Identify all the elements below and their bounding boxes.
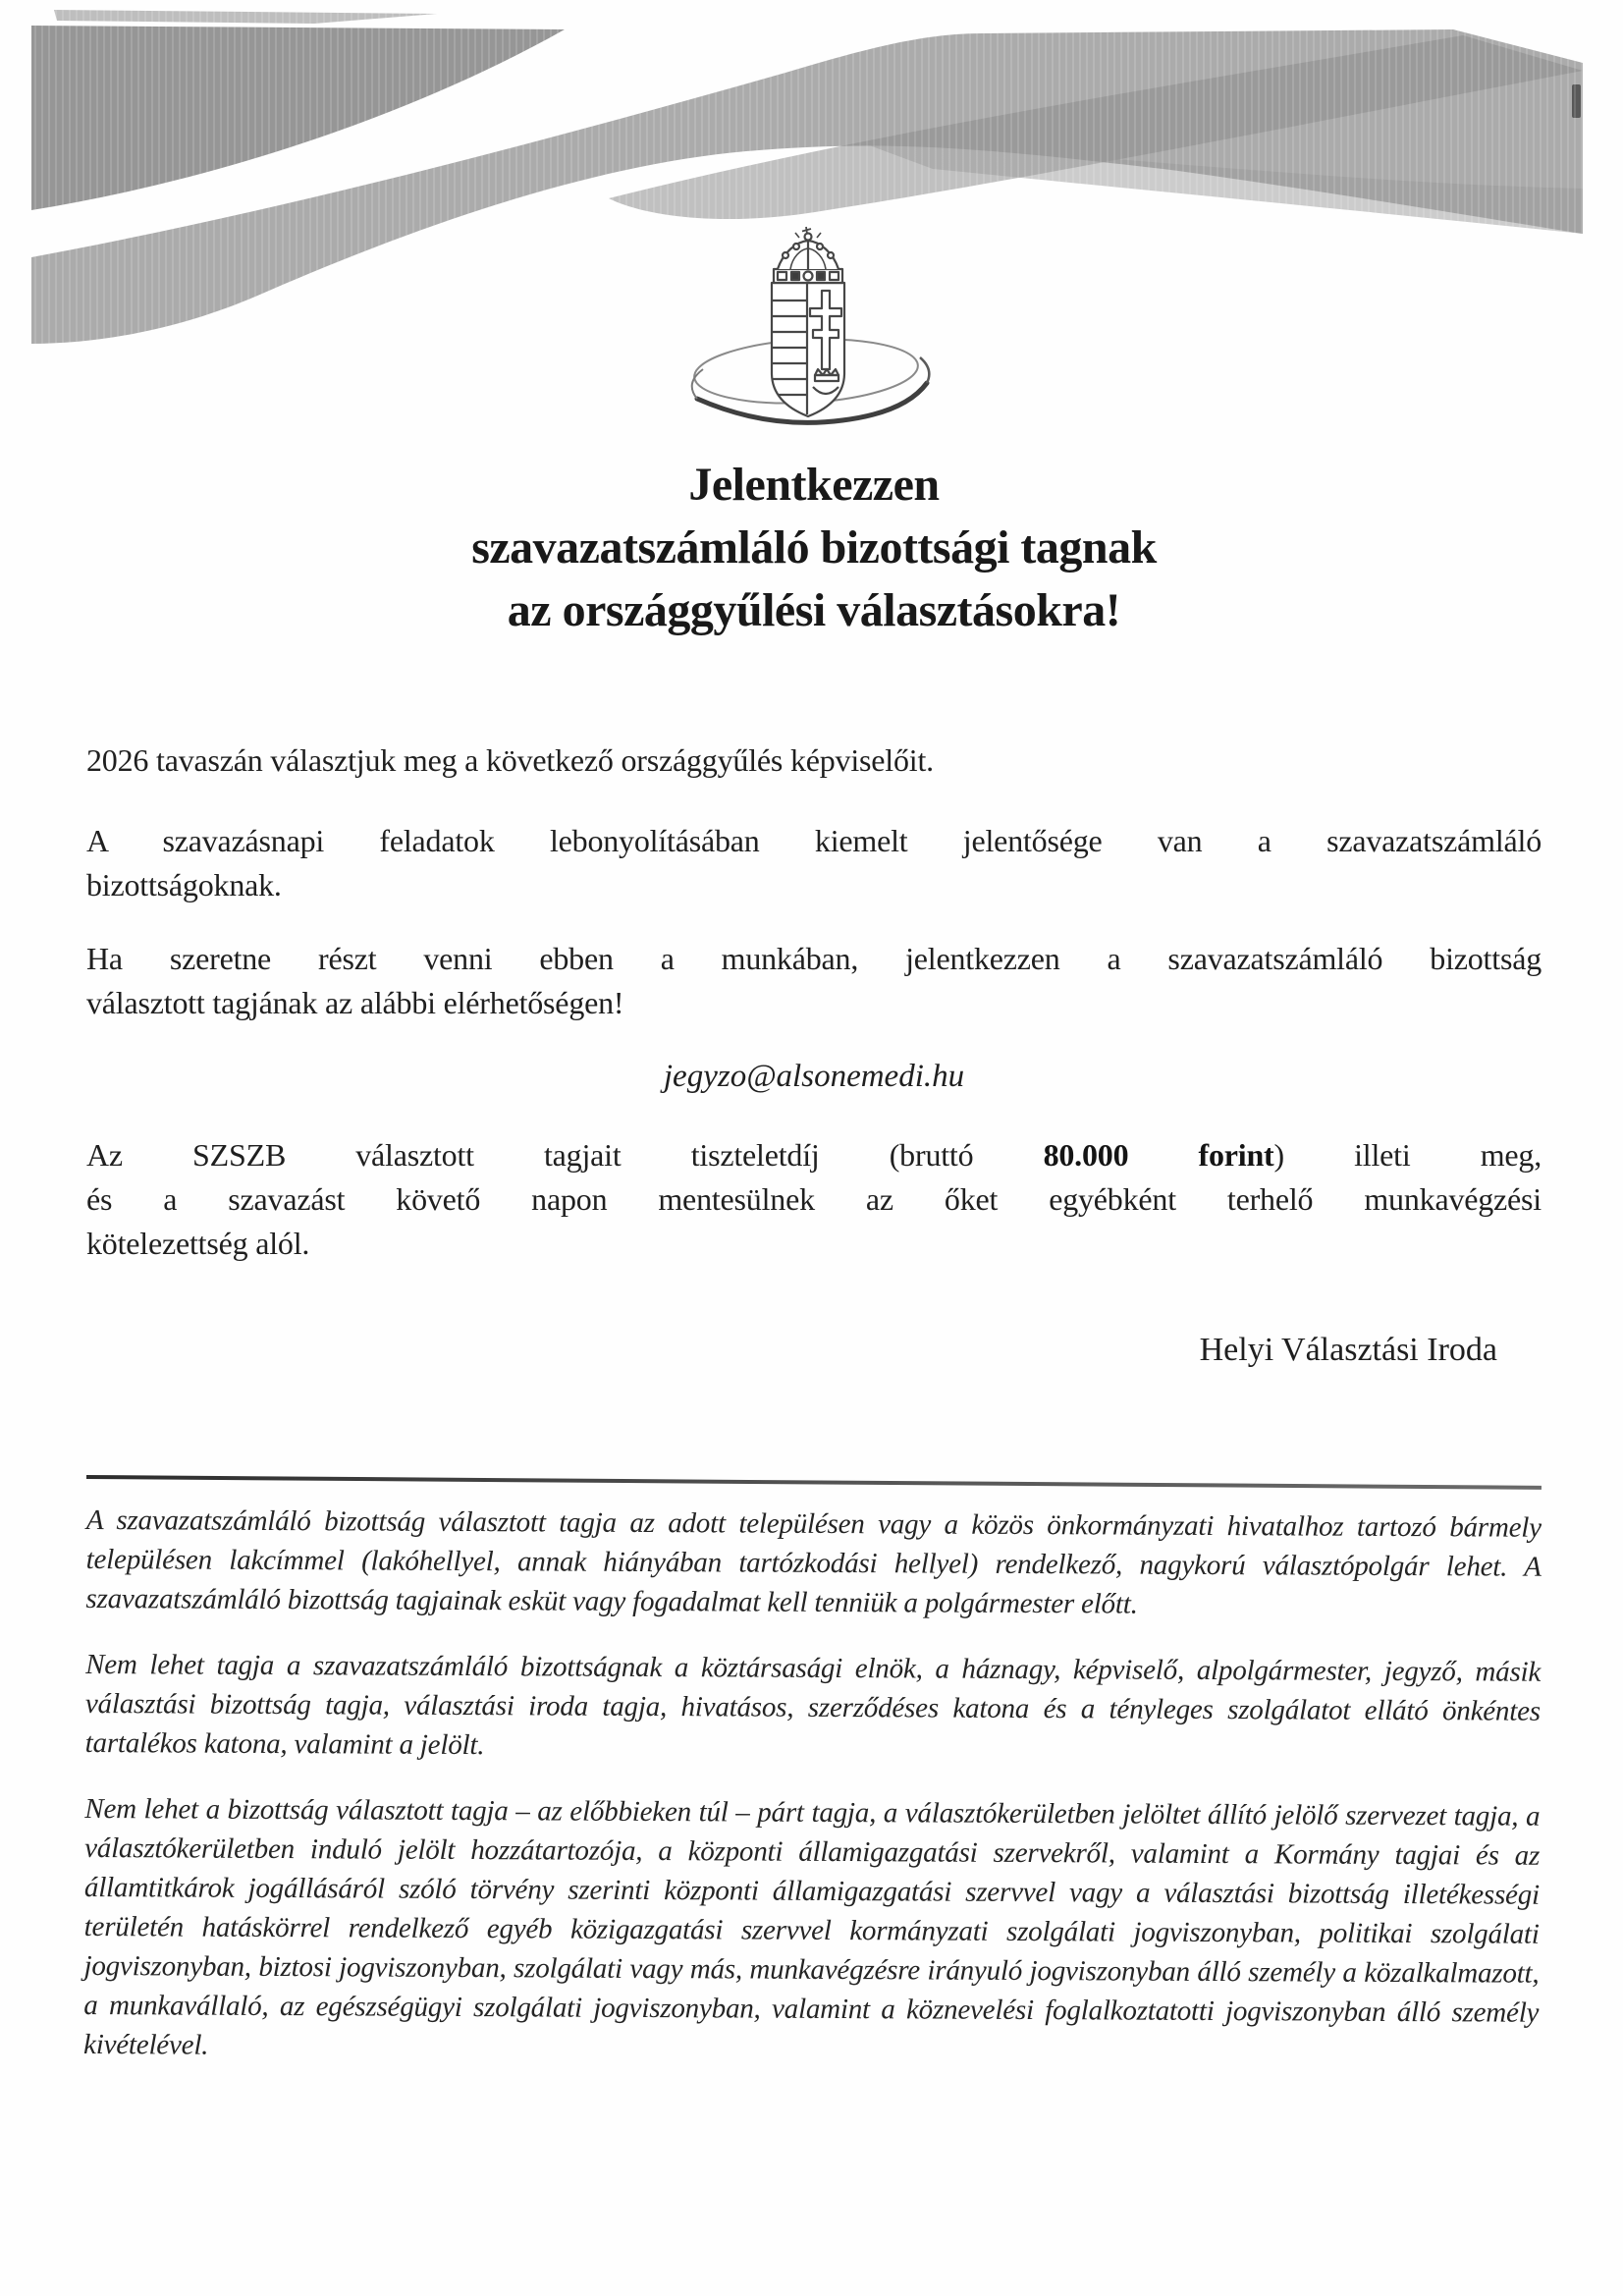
- paragraph-election-date: 2026 tavaszán választjuk meg a következő országgyűlés képviselőit.: [86, 742, 934, 778]
- divider-rule: [86, 1475, 1542, 1490]
- paragraph-line: Ha szeretne részt venni ebben a munkában, jelentkezzen a szavazatszámláló bizottság: [86, 941, 1542, 976]
- title-line-2: szavazatszámláló bizottsági tagnak: [471, 521, 1157, 574]
- page-title: [86, 454, 1542, 642]
- paragraph-line: A szavazásnapi feladatok lebonyolításában kiemelt jelentősége van a szavazatszámláló: [86, 823, 1542, 858]
- fine-print-paragraph-exclusions-2: Nem lehet a bizottság választott tagja – az előbbieken túl – párt tagja, a választókerületben jelöltet állító jelölő szervezet tagja, a választókerületben induló jelölt hozzátartozója, a központi államigazgatási szervekről, valamint a Kormány tagjai és az államtitkárok jogállásáról szóló törvény szerinti központi államigazgatási szervvel vagy a választási bizottság illetékességi területén hatáskörrel rendelkező egyéb közigazgatási szervvel kormányzati szolgálati jogviszonyban, politikai szolgálati jogviszonyban, biztosi jogviszonyban, szolgálati vagy más, munkavégzésre irányuló jogviszonyban álló személy a közalkalmazott, a munkavállaló, az egészségügyi szolgálati jogviszonyban, valamint a köznevelési foglalkoztatotti jogviszonyban álló személy kivételével.: [83, 1792, 1541, 2061]
- honorarium-text-before: Az SZSZB választott tagjait tiszteletdíj (bruttó: [86, 1137, 1044, 1173]
- hungarian-coat-of-arms-icon: [676, 226, 941, 440]
- swoosh-top-strip: [54, 10, 437, 24]
- paragraph-importance: [86, 819, 1542, 907]
- contact-email: jegyzo@alsonemedi.hu: [663, 1059, 965, 1094]
- honorarium-text-after: ) illeti meg,: [1273, 1137, 1542, 1173]
- scan-artifact-mark: [1572, 84, 1581, 118]
- paragraph-line: választott tagjának az alábbi elérhetőségen!: [86, 985, 624, 1020]
- paragraph-honorarium: [86, 1133, 1542, 1266]
- title-line-3: az országgyűlési választásokra!: [507, 584, 1121, 636]
- signature-local-election-office: Helyi Választási Iroda: [1199, 1332, 1497, 1368]
- fine-print-paragraph-exclusions-1: Nem lehet tagja a szavazatszámláló bizottságnak a köztársasági elnök, a háznagy, képviselő, alpolgármester, jegyző, másik választási bizottság tagja, választási iroda tagja, hivatásos, szerződéses katona és a tényleges szolgálatot ellátó önkéntes tartalékos katona, valamint a jelölt.: [84, 1648, 1542, 1762]
- paragraph-line: és a szavazást követő napon mentesülnek az őket egyébként terhelő munkavégzési: [86, 1181, 1542, 1217]
- title-line-1: Jelentkezzen: [688, 459, 940, 511]
- fine-print-section: [83, 1501, 1542, 2099]
- paragraph-call-to-apply: [86, 937, 1542, 1025]
- paragraph-line: bizottságoknak.: [86, 867, 282, 902]
- paragraph-line: kötelezettség alól.: [86, 1226, 310, 1261]
- paragraph-line: [86, 1133, 1542, 1177]
- honorarium-amount: 80.000 forint: [1043, 1137, 1274, 1173]
- fine-print-paragraph-eligibility: A szavazatszámláló bizottság választott tagja az adott településen vagy a közös önkormányzati hivatalhoz tartozó bármely településen lakcímmel (lakóhellyel, annak hiányában tartózkodási hellyel) rendelkező, nagykorú választópolgár lehet. A szavazatszámláló bizottság tagjainak esküt vagy fogadalmat kell tenniük a polgármester előtt.: [85, 1504, 1542, 1620]
